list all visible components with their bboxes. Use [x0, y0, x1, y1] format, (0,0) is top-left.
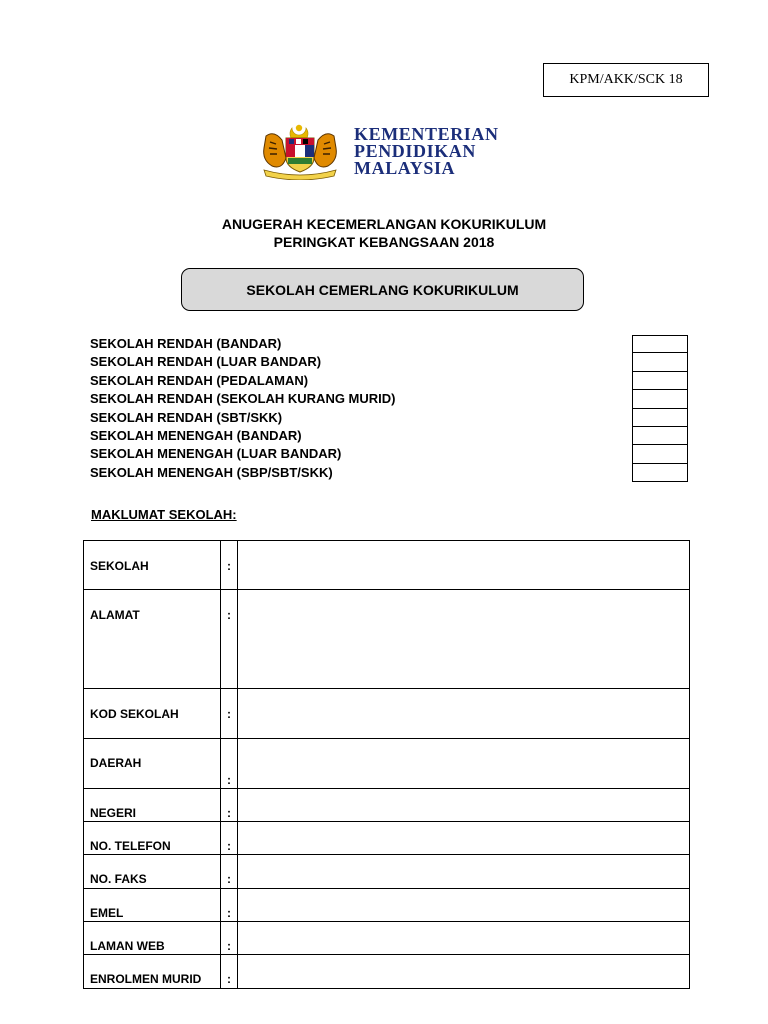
field-colon	[221, 822, 238, 854]
category-label: SEKOLAH RENDAH (SEKOLAH KURANG MURID)	[90, 391, 396, 407]
colon-text: :	[227, 806, 231, 820]
category-checkbox[interactable]	[632, 445, 688, 463]
ministry-line-2: PENDIDIKAN	[354, 141, 477, 161]
award-title: ANUGERAH KECEMERLANGAN KOKURIKULUM	[221, 216, 547, 232]
negeri-field[interactable]	[238, 789, 689, 821]
colon-text: :	[227, 559, 231, 573]
ministry-line-3: MALAYSIA	[354, 158, 456, 178]
sekolah-field[interactable]	[238, 541, 689, 589]
colon-text: :	[227, 906, 231, 920]
field-label	[84, 739, 221, 788]
field-colon	[221, 590, 238, 688]
field-label	[84, 590, 221, 688]
category-checkbox[interactable]	[632, 427, 688, 445]
field-label-text: ALAMAT	[90, 608, 140, 622]
field-label-text: LAMAN WEB	[90, 939, 165, 953]
category-label: SEKOLAH MENENGAH (BANDAR)	[90, 427, 302, 443]
field-label-text: NEGERI	[90, 806, 137, 820]
field-colon	[221, 541, 238, 589]
field-label-text: NO. TELEFON	[90, 839, 171, 853]
field-colon	[221, 889, 238, 921]
ministry-logo	[258, 122, 518, 182]
field-label-text: SEKOLAH	[90, 559, 149, 573]
category-checkbox[interactable]	[632, 335, 688, 353]
category-row	[90, 445, 690, 463]
field-label	[84, 822, 221, 854]
daerah-field[interactable]	[238, 739, 689, 788]
category-label: SEKOLAH MENENGAH (SBP/SBT/SKK)	[90, 464, 333, 480]
category-banner: SEKOLAH CEMERLANG KOKURIKULUM	[181, 268, 584, 311]
field-label-text: ENROLMEN MURID	[90, 972, 202, 986]
ministry-name	[354, 124, 499, 178]
colon-text: :	[227, 872, 231, 886]
colon-text: :	[227, 707, 231, 721]
category-row	[90, 409, 690, 427]
table-row	[84, 789, 689, 822]
field-label	[84, 689, 221, 738]
table-row	[84, 922, 689, 955]
category-row	[90, 353, 690, 371]
category-checkbox[interactable]	[632, 353, 688, 371]
field-label	[84, 889, 221, 921]
colon-text: :	[227, 939, 231, 953]
category-row	[90, 390, 690, 408]
field-label	[84, 789, 221, 821]
laman-web-field[interactable]	[238, 922, 689, 954]
category-checkbox[interactable]	[632, 372, 688, 390]
table-row	[84, 590, 689, 689]
emel-field[interactable]	[238, 889, 689, 921]
category-checkbox[interactable]	[632, 464, 688, 482]
field-colon	[221, 855, 238, 888]
field-colon	[221, 739, 238, 788]
field-label-text: EMEL	[90, 906, 124, 920]
field-colon	[221, 689, 238, 738]
telefon-field[interactable]	[238, 822, 689, 854]
school-info-table	[83, 540, 690, 989]
colon-text: :	[227, 608, 231, 622]
field-label	[84, 541, 221, 589]
table-row	[84, 541, 689, 590]
category-row	[90, 464, 690, 482]
category-label: SEKOLAH MENENGAH (LUAR BANDAR)	[90, 446, 342, 462]
field-label-text: KOD SEKOLAH	[90, 707, 179, 721]
field-colon	[221, 955, 238, 988]
table-row	[84, 955, 689, 988]
faks-field[interactable]	[238, 855, 689, 888]
table-row	[84, 739, 689, 789]
category-row	[90, 335, 690, 353]
table-row	[84, 889, 689, 922]
category-label: SEKOLAH RENDAH (PEDALAMAN)	[90, 372, 309, 388]
field-label	[84, 855, 221, 888]
reference-code: KPM/AKK/SCK 18	[543, 63, 709, 97]
category-list	[90, 335, 690, 482]
table-row	[84, 855, 689, 889]
category-label: SEKOLAH RENDAH (SBT/SKK)	[90, 409, 283, 425]
field-colon	[221, 789, 238, 821]
colon-text: :	[227, 972, 231, 986]
field-colon	[221, 922, 238, 954]
category-label: SEKOLAH RENDAH (LUAR BANDAR)	[90, 354, 322, 370]
coat-of-arms-icon	[258, 122, 342, 180]
section-heading: MAKLUMAT SEKOLAH:	[91, 507, 237, 522]
category-row	[90, 427, 690, 445]
category-checkbox[interactable]	[632, 390, 688, 408]
field-label	[84, 955, 221, 988]
award-subtitle: PERINGKAT KEBANGSAAN 2018	[273, 234, 495, 250]
colon-text: :	[227, 773, 231, 787]
enrolmen-field[interactable]	[238, 955, 689, 988]
category-label: SEKOLAH RENDAH (BANDAR)	[90, 336, 282, 351]
table-row	[84, 689, 689, 739]
field-label-text: NO. FAKS	[90, 872, 147, 886]
colon-text: :	[227, 839, 231, 853]
field-label	[84, 922, 221, 954]
ministry-line-1: KEMENTERIAN	[354, 124, 499, 144]
alamat-field[interactable]	[238, 590, 689, 688]
table-row	[84, 822, 689, 855]
category-checkbox[interactable]	[632, 409, 688, 427]
kod-sekolah-field[interactable]	[238, 689, 689, 738]
category-row	[90, 372, 690, 390]
field-label-text: DAERAH	[90, 756, 142, 770]
